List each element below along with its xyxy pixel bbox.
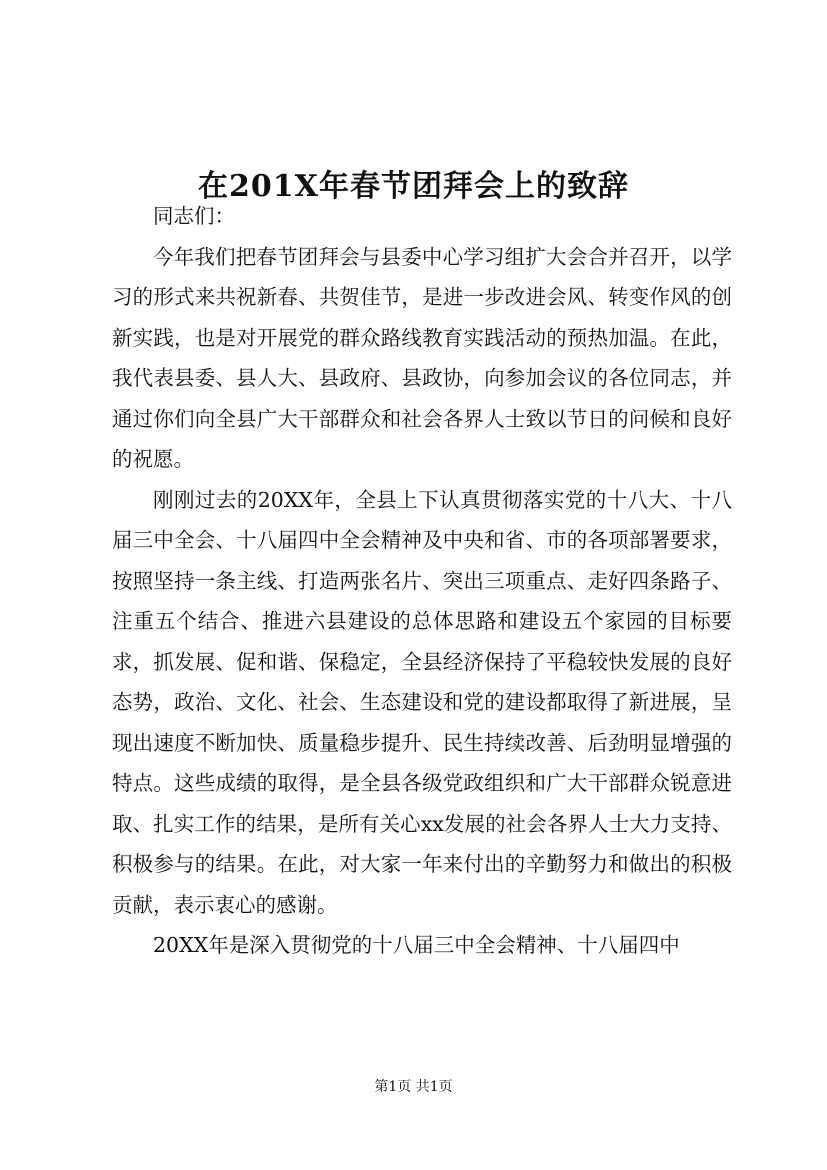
- salutation-paragraph: 同志们：: [153, 204, 235, 228]
- page-number-footer: 第1页 共1页: [374, 1079, 453, 1095]
- body-paragraph: 刚刚过去的20XX年，全县上下认真贯彻落实党的十八大、十八届三中全会、十八届四中全会精神及中央和省、市的各项部署要求，按照坚持一条主线、打造两张名片、突出三项重点、走好四条路子、注重五个结合、推进六县建设的总体思路和建设五个家园的目标要求，抓发展、促和谐、保稳定，全县经济保持了平稳较快发展的良好态势，政治、文化、社会、生态建设和党的建设都取得了新进展，呈现出速度不断加快、质量稳步提升、民生持续改善、后劲明显增强的特点。这些成绩的取得，是全县各级党政组织和广大干部群众锐意进取、扎实工作的结果，是所有关心xx发展的社会各界人士大力支持、积极参与的结果。在此，对大家一年来付出的辛勤努力和做出的积极贡献，表示衷心的感谢。: [112, 487, 732, 917]
- body-paragraph: 今年我们把春节团拜会与县委中心学习组扩大会合并召开，以学习的形式来共祝新春、共贺佳节，是进一步改进会风、转变作风的创新实践，也是对开展党的群众路线教育实践活动的预热加温。在此，我代表县委、县人大、县政府、县政协，向参加会议的各位同志，并通过你们向全县广大干部群众和社会各界人士致以节日的问候和良好的祝愿。: [112, 244, 732, 471]
- body-paragraph: 20XX年是深入贯彻党的十八届三中全会精神、十八届四中: [153, 933, 680, 957]
- document-body: [112, 196, 732, 966]
- document-title: 在201X年春节团拜会上的致辞: [198, 169, 629, 205]
